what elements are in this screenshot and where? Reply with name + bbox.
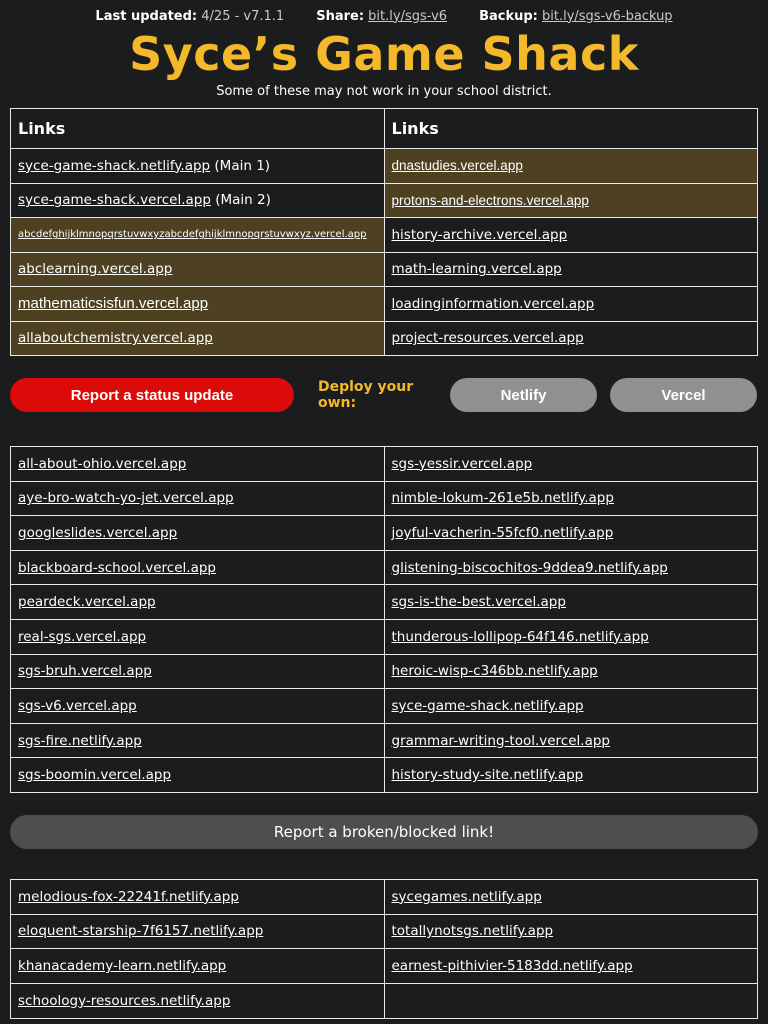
link-cell — [11, 949, 385, 984]
link[interactable]: melodious-fox-22241f.netlify.app — [18, 888, 239, 905]
link[interactable]: eloquent-starship-7f6157.netlify.app — [18, 923, 264, 940]
table-row — [11, 183, 758, 218]
table-row — [11, 949, 758, 984]
link[interactable]: sgs-fire.netlify.app — [18, 732, 142, 749]
link[interactable]: nimble-lokum-261e5b.netlify.app — [391, 490, 614, 507]
link-cell — [11, 516, 385, 551]
table-row — [11, 550, 758, 585]
link-cell — [11, 654, 385, 689]
link-cell — [11, 183, 385, 218]
table-row — [11, 984, 758, 1019]
link-cell — [11, 218, 385, 253]
table-row — [11, 481, 758, 516]
link-cell — [384, 758, 758, 793]
link-cell — [384, 949, 758, 984]
link-cell — [384, 321, 758, 356]
link-cell — [384, 585, 758, 620]
report-broken-link-button[interactable]: Report a broken/blocked link! — [10, 815, 758, 849]
link[interactable]: allaboutchemistry.vercel.app — [18, 330, 213, 347]
link-cell — [11, 149, 385, 184]
share — [316, 9, 447, 24]
link-cell — [384, 550, 758, 585]
link[interactable]: sgs-is-the-best.vercel.app — [391, 594, 566, 611]
link-cell — [11, 321, 385, 356]
link[interactable]: khanacademy-learn.netlify.app — [18, 958, 227, 975]
link-cell — [384, 879, 758, 914]
column-header: Links — [11, 109, 385, 149]
table-row — [11, 149, 758, 184]
deploy-vercel-button[interactable]: Vercel — [610, 378, 757, 412]
link[interactable]: abclearning.vercel.app — [18, 261, 173, 278]
link-cell — [11, 619, 385, 654]
table-row — [11, 758, 758, 793]
last-updated — [95, 9, 284, 24]
link-cell — [384, 516, 758, 551]
link[interactable]: googleslides.vercel.app — [18, 524, 178, 541]
action-bar — [0, 378, 768, 412]
extra-links-table — [10, 879, 758, 1019]
link[interactable]: history-archive.vercel.app — [391, 226, 568, 243]
share-label: Share: — [316, 8, 365, 24]
report-status-button[interactable]: Report a status update — [10, 378, 294, 412]
share-link[interactable]: bit.ly/sgs-v6 — [368, 8, 448, 24]
link-cell — [11, 447, 385, 482]
link[interactable]: loadinginformation.vercel.app — [391, 295, 595, 312]
link-note: (Main 1) — [210, 157, 271, 174]
backup-link[interactable]: bit.ly/sgs-v6-backup — [542, 8, 673, 24]
table-row — [11, 619, 758, 654]
link-cell — [384, 183, 758, 218]
table-row — [11, 321, 758, 356]
link[interactable]: syce-game-shack.vercel.app — [18, 192, 211, 209]
link[interactable]: syce-game-shack.netlify.app — [391, 697, 584, 714]
link[interactable]: totallynotsgs.netlify.app — [391, 923, 554, 940]
link-cell — [11, 585, 385, 620]
link[interactable]: glistening-biscochitos-9ddea9.netlify.app — [391, 559, 668, 576]
link[interactable]: earnest-pithivier-5183dd.netlify.app — [391, 958, 633, 975]
table-row — [11, 723, 758, 758]
table-header-row — [11, 109, 758, 149]
link-cell — [11, 287, 385, 322]
link[interactable]: project-resources.vercel.app — [391, 330, 584, 347]
link-cell — [384, 654, 758, 689]
deploy-netlify-button[interactable]: Netlify — [450, 378, 597, 412]
link[interactable]: sycegames.netlify.app — [391, 888, 542, 905]
link-cell — [384, 287, 758, 322]
page-title: Syce’s Game Shack — [129, 27, 639, 81]
link[interactable]: heroic-wisp-c346bb.netlify.app — [391, 663, 598, 680]
link[interactable]: peardeck.vercel.app — [18, 594, 156, 611]
link-cell — [384, 723, 758, 758]
table-row — [11, 914, 758, 949]
link[interactable]: aye-bro-watch-yo-jet.vercel.app — [18, 490, 234, 507]
table-row — [11, 252, 758, 287]
link-cell — [11, 481, 385, 516]
table-row — [11, 654, 758, 689]
link-cell — [384, 914, 758, 949]
link[interactable]: joyful-vacherin-55fcf0.netlify.app — [391, 524, 614, 541]
link-cell — [384, 689, 758, 724]
link[interactable]: math-learning.vercel.app — [391, 261, 562, 278]
link-cell — [11, 252, 385, 287]
link[interactable]: grammar-writing-tool.vercel.app — [391, 732, 610, 749]
link-cell — [11, 550, 385, 585]
link-cell — [384, 984, 758, 1019]
link[interactable]: abcdefghijklmnopqrstuvwxyzabcdefghijklmnopqrstuvwxyz.vercel.app — [18, 229, 367, 241]
link[interactable]: history-study-site.netlify.app — [391, 767, 584, 784]
link-cell — [11, 689, 385, 724]
link[interactable]: real-sgs.vercel.app — [18, 628, 147, 645]
link-cell — [384, 218, 758, 253]
table-row — [11, 689, 758, 724]
table-row — [11, 516, 758, 551]
link-cell — [384, 149, 758, 184]
backup — [479, 9, 673, 24]
last-updated-label: Last updated: — [95, 8, 198, 24]
link-cell — [11, 758, 385, 793]
link-note: (Main 2) — [210, 192, 271, 209]
link[interactable]: thunderous-lollipop-64f146.netlify.app — [391, 628, 649, 645]
link[interactable]: dnastudies.vercel.app — [391, 158, 523, 174]
backup-label: Backup: — [479, 8, 538, 24]
link-cell — [11, 914, 385, 949]
link[interactable]: schoology-resources.netlify.app — [18, 992, 231, 1009]
link[interactable]: sgs-v6.vercel.app — [18, 697, 137, 714]
table-row — [11, 447, 758, 482]
mirror-links-table — [10, 446, 758, 793]
link-cell — [11, 984, 385, 1019]
link[interactable]: blackboard-school.vercel.app — [18, 559, 216, 576]
page-subtitle: Some of these may not work in your school district. — [216, 84, 552, 99]
link[interactable]: sgs-bruh.vercel.app — [18, 663, 152, 680]
table-row — [11, 879, 758, 914]
link[interactable]: sgs-boomin.vercel.app — [18, 767, 172, 784]
deploy-label: Deploy your own: — [318, 379, 414, 411]
link-cell — [384, 481, 758, 516]
table-row — [11, 218, 758, 253]
link[interactable]: sgs-yessir.vercel.app — [391, 455, 533, 472]
link-cell — [11, 723, 385, 758]
link[interactable]: protons-and-electrons.vercel.app — [391, 192, 589, 208]
link-cell — [384, 252, 758, 287]
link-cell — [384, 619, 758, 654]
header-meta — [0, 0, 768, 30]
table-row — [11, 287, 758, 322]
link-cell — [11, 879, 385, 914]
link[interactable]: all-about-ohio.vercel.app — [18, 455, 187, 472]
link[interactable]: syce-game-shack.netlify.app — [18, 157, 211, 174]
last-updated-value: 4/25 - v7.1.1 — [201, 8, 285, 24]
table-row — [11, 585, 758, 620]
link-cell — [384, 447, 758, 482]
column-header: Links — [384, 109, 758, 149]
link[interactable]: mathematicsisfun.vercel.app — [18, 295, 209, 313]
main-links-table — [10, 108, 758, 356]
